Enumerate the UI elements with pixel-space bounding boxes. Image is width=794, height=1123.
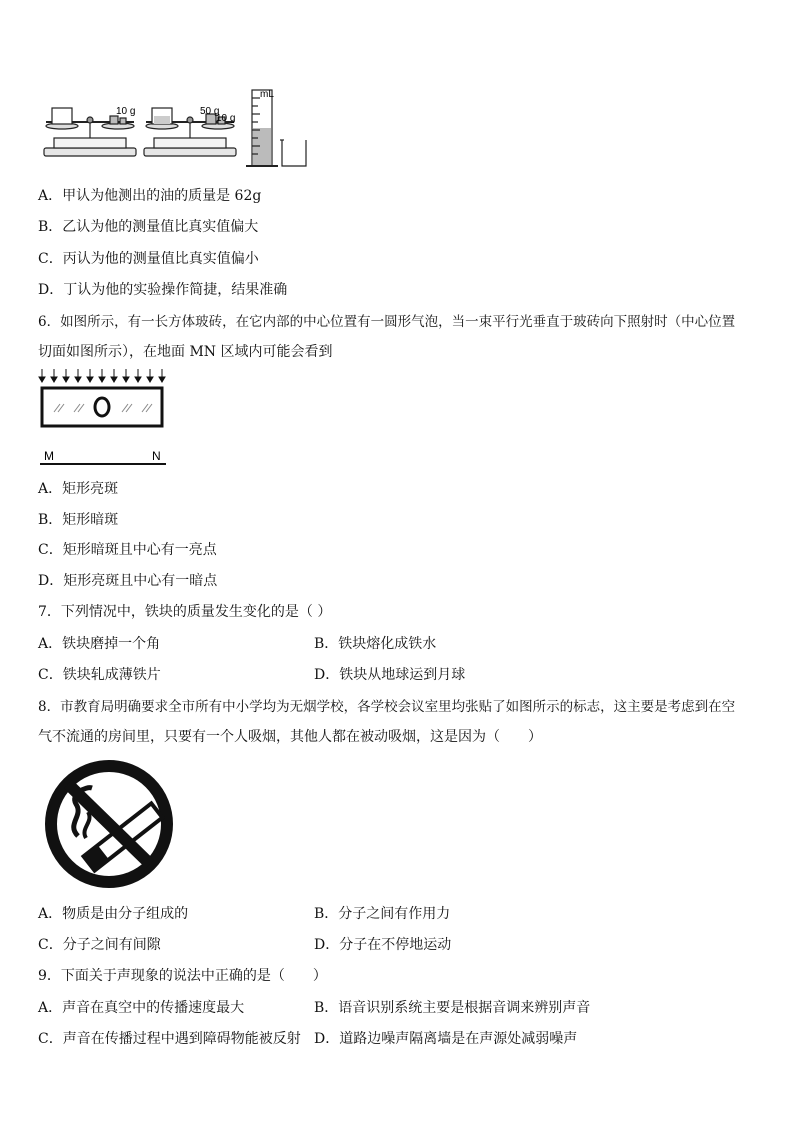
beaker: [280, 140, 306, 166]
glass-brick-diagram: [36, 368, 176, 470]
measuring-cylinder: [246, 90, 278, 166]
q6-option-c: C．矩形暗斑且中心有一亮点: [38, 542, 217, 558]
q5-option-d: D．丁认为他的实验操作简捷，结果准确: [38, 282, 288, 298]
label-m: M: [44, 449, 54, 463]
q8-option-a: A．物质是由分子组成的: [38, 906, 189, 922]
q5-option-a: A．甲认为他测出的油的质量是 62g: [38, 188, 262, 204]
q6-option-d: D．矩形亮斑且中心有一暗点: [38, 573, 218, 589]
q9-option-a: A．声音在真空中的传播速度最大: [38, 1000, 245, 1016]
q5-figure: [38, 88, 310, 170]
q9-option-d: D．道路边噪声隔离墙是在声源处减弱噪声: [314, 1031, 578, 1047]
no-smoking-icon: [40, 758, 178, 890]
light-arrows: [39, 369, 165, 382]
q6-option-b: B．矩形暗斑: [38, 512, 119, 528]
q5-option-b: B．乙认为他的测量值比真实值偏大: [38, 219, 259, 235]
balance-cylinder-diagram: [38, 88, 310, 170]
q7-option-a: A．铁块磨掉一个角: [38, 636, 161, 652]
label-n: N: [152, 449, 161, 463]
q7-stem: 7．下列情况中，铁块的质量发生变化的是（ ）: [38, 604, 332, 620]
no-smoking-sign: [40, 758, 178, 890]
q8-option-b: B．分子之间有作用力: [314, 906, 451, 922]
weight-label-2a: 50 g: [200, 106, 220, 117]
q6-stem-line2: 切面如图所示），在地面 MN 区域内可能会看到: [38, 344, 333, 360]
q9-stem: 9．下面关于声现象的说法中正确的是（ ）: [38, 968, 327, 984]
q9-option-b: B．语音识别系统主要是根据音调来辨别声音: [314, 1000, 591, 1016]
q7-option-c: C．铁块轧成薄铁片: [38, 667, 161, 683]
q6-option-a: A．矩形亮斑: [38, 481, 119, 497]
q8-option-d: D．分子在不停地运动: [314, 937, 452, 953]
q6-figure: [36, 368, 176, 470]
q8-option-c: C．分子之间有间隙: [38, 937, 161, 953]
q5-option-c: C．丙认为他的测量值比真实值偏小: [38, 251, 259, 267]
q8-stem-line2: 气不流通的房间里，只要有一个人吸烟，其他人都在被动吸烟，这是因为（ ）: [38, 729, 542, 745]
weight-label-2b: 10 g: [216, 113, 236, 124]
q7-option-b: B．铁块熔化成铁水: [314, 636, 437, 652]
weight-label-1: 10 g: [116, 106, 136, 117]
air-bubble: [95, 398, 109, 416]
cylinder-unit: mL: [260, 89, 274, 100]
q7-option-d: D．铁块从地球运到月球: [314, 667, 466, 683]
q6-stem-line1: 6．如图所示，有一长方体玻砖，在它内部的中心位置有一圆形气泡，当一束平行光垂直于玻砖向下照射时（中心位置: [38, 314, 736, 330]
q8-stem-line1: 8．市教育局明确要求全市所有中小学均为无烟学校，各学校会议室里均张贴了如图所示的标志，这主要是考虑到在空: [38, 699, 736, 715]
q9-option-c: C．声音在传播过程中遇到障碍物能被反射: [38, 1031, 301, 1047]
